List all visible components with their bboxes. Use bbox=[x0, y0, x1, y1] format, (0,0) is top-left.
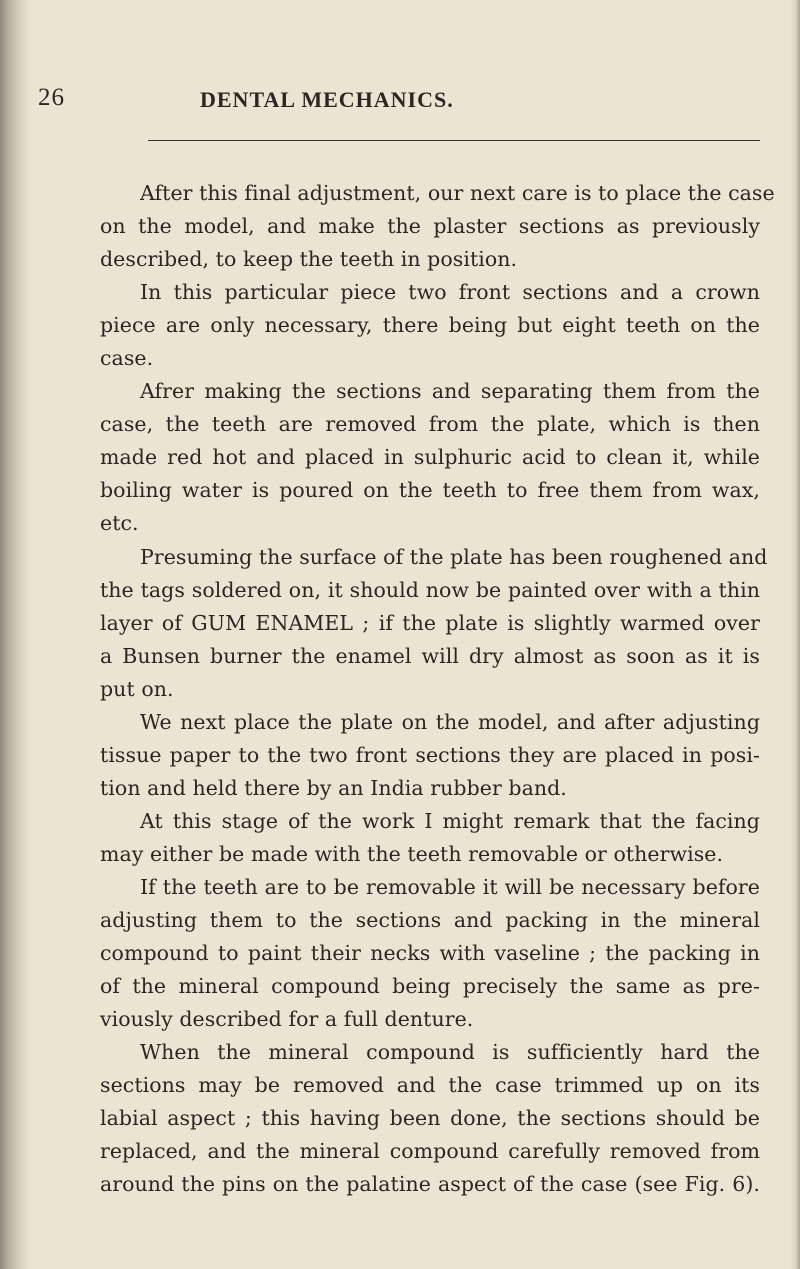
text-line: case. bbox=[100, 346, 154, 371]
paragraph-first-line: When the mineral compound is sufficiently hard the bbox=[140, 1040, 760, 1065]
text-line: labial aspect ; this having been done, the sections should be bbox=[100, 1106, 760, 1131]
paragraph-first-line: If the teeth are to be removable it will be necessary before bbox=[140, 874, 760, 899]
text-line: sections may be removed and the case trimmed up on its bbox=[100, 1073, 760, 1098]
running-head: DENTAL MECHANICS. bbox=[200, 87, 454, 112]
paragraph-first-line: At this stage of the work I might remark that the facing bbox=[140, 808, 760, 833]
text-line: adjusting them to the sections and packing in the mineral bbox=[100, 908, 760, 933]
text-line: around the pins on the palatine aspect of the case (see Fig. 6). bbox=[100, 1172, 760, 1197]
book-spine-shadow bbox=[0, 0, 30, 1269]
text-line: of the mineral compound being precisely the same as pre- bbox=[100, 974, 760, 999]
text-line: layer of GUM ENAMEL ; if the plate is slightly warmed over bbox=[100, 610, 760, 635]
text-line: tissue paper to the two front sections they are placed in posi- bbox=[100, 742, 760, 767]
text-line: a Bunsen burner the enamel will dry almost as soon as it is bbox=[100, 643, 760, 668]
paragraph-first-line: In this particular piece two front sections and a crown bbox=[140, 280, 760, 305]
text-line: put on. bbox=[100, 676, 174, 701]
text-line: viously described for a full denture. bbox=[100, 1007, 474, 1032]
text-line: made red hot and placed in sulphuric acid to clean it, while bbox=[100, 445, 760, 470]
text-line: replaced, and the mineral compound carefully removed from bbox=[100, 1139, 760, 1164]
text-line: described, to keep the teeth in position. bbox=[100, 247, 518, 272]
body-text bbox=[100, 177, 775, 1201]
page-number: 26 bbox=[38, 84, 65, 111]
paragraph-first-line: Afrer making the sections and separating them from the bbox=[140, 379, 760, 404]
paragraph-first-line: After this final adjustment, our next care is to place the case bbox=[140, 181, 775, 205]
text-line: etc. bbox=[100, 511, 139, 536]
text-line: boiling water is poured on the teeth to free them from wax, bbox=[100, 478, 760, 503]
text-line: may either be made with the teeth removable or otherwise. bbox=[100, 841, 724, 866]
header-rule bbox=[148, 140, 760, 141]
paragraph-first-line: We next place the plate on the model, and after adjusting bbox=[140, 709, 760, 734]
text-line: the tags soldered on, it should now be painted over with a thin bbox=[100, 577, 760, 602]
text-line: case, the teeth are removed from the plate, which is then bbox=[100, 412, 760, 437]
paragraph-first-line: Presuming the surface of the plate has been roughened and bbox=[140, 544, 768, 569]
page-edge-shadow bbox=[790, 0, 800, 1269]
text-line: compound to paint their necks with vaseline ; the packing in bbox=[100, 941, 760, 966]
text-line: on the model, and make the plaster sections as previously bbox=[100, 214, 760, 239]
text-line: tion and held there by an India rubber band. bbox=[100, 775, 567, 800]
text-line: piece are only necessary, there being but eight teeth on the bbox=[100, 313, 760, 338]
